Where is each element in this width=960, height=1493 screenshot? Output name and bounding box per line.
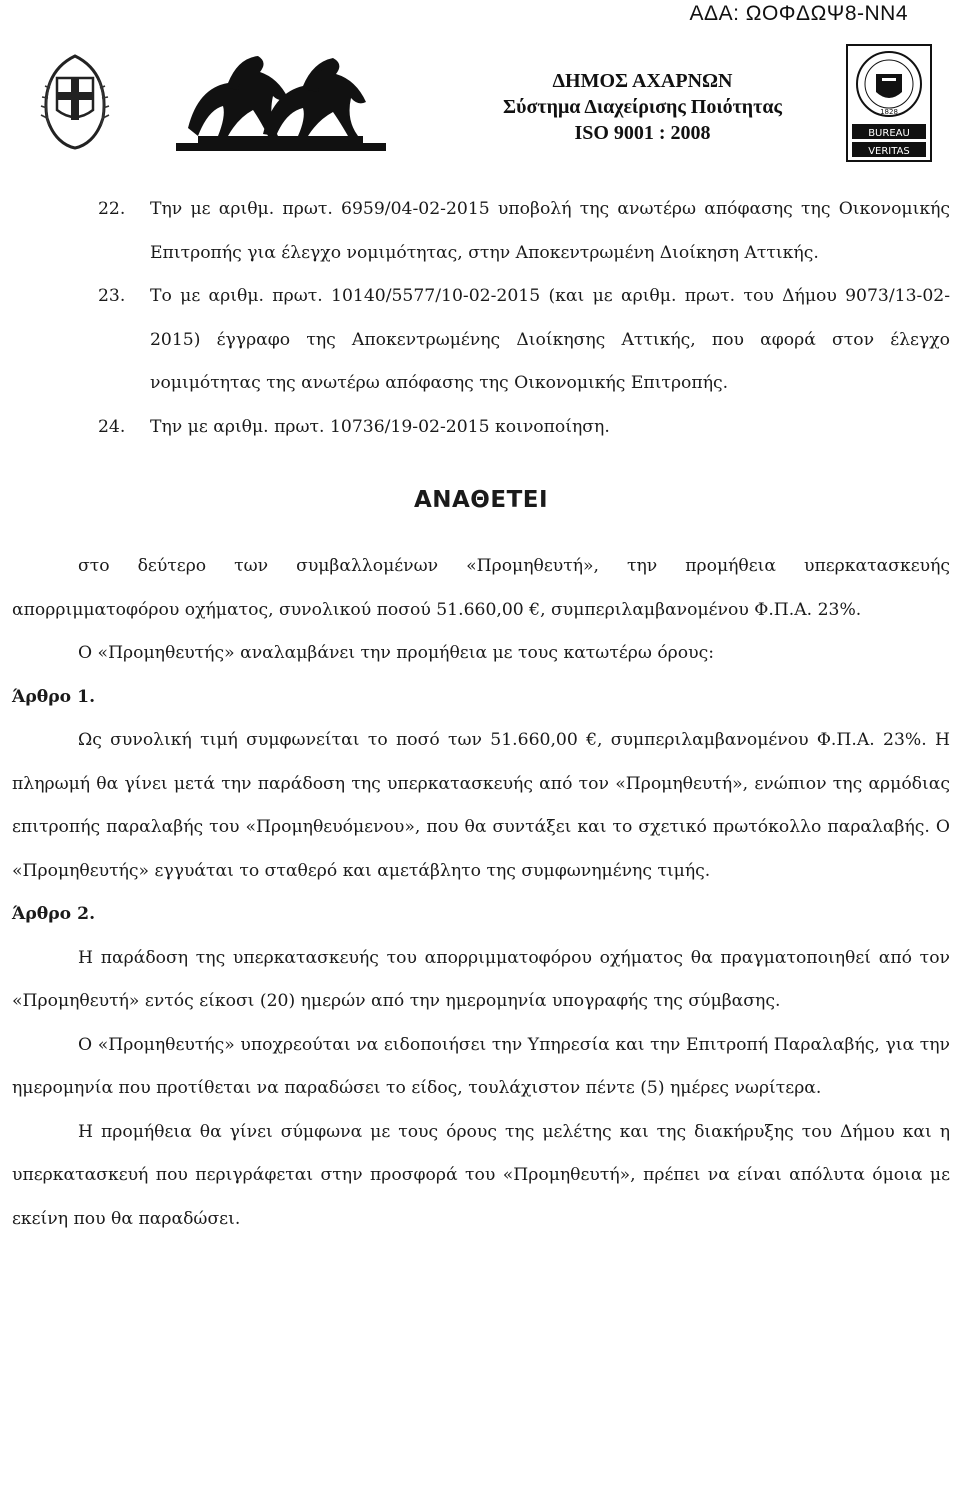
organization-block: [470, 68, 815, 146]
bv-label-veritas: VERITAS: [868, 146, 910, 157]
terms-intro: Ο «Προμηθευτής» αναλαμβάνει την προμήθεια με τους κατωτέρω όρους:: [78, 643, 714, 663]
assignment-paragraph: στο δεύτερο των συμβαλλομένων «Προμηθευτή», την προμήθεια υπερκατασκευής απορριμματοφόρου οχήματος, συνολικού ποσού 51.660,00 €, συμπεριλαμβανομένου Φ.Π.Α. 23%.: [12, 556, 950, 620]
item-text: Την με αριθμ. πρωτ. 6959/04-02-2015 υποβολή της ανωτέρω απόφασης της Οικονομικής Επιτροπής για έλεγχο νομιμότητας, στην Αποκεντρωμένη Διοίκηση Αττικής.: [150, 199, 950, 263]
letterhead: [0, 40, 960, 170]
list-item: [12, 406, 950, 450]
org-name: ΔΗΜΟΣ ΑΧΑΡΝΩΝ: [552, 70, 733, 92]
horses-logo: [168, 48, 393, 156]
bv-year: 1828: [880, 108, 898, 116]
article-2-paragraph-2: Ο «Προμηθευτής» υποχρεούται να ειδοποιήσει την Υπηρεσία και την Επιτροπή Παραλαβής, για την ημερομηνία που προτίθεται να παραδώσει το είδος, τουλάχιστον πέντε (5) ημέρες νωρίτερα.: [12, 1034, 950, 1098]
quality-system: Σύστημα Διαχείρισης Ποιότητας: [503, 96, 782, 118]
list-item: [12, 275, 950, 406]
document-body: [12, 188, 950, 1241]
bv-label-bureau: BUREAU: [868, 128, 910, 139]
section-heading: ΑΝΑΘΕΤΕΙ: [413, 487, 549, 513]
article-2-paragraph-3: Η προμήθεια θα γίνει σύμφωνα με τους όρους της μελέτης και της διακήρυξης του Δήμου και η υπερκατασκευή που περιγράφεται στην προσφορά του «Προμηθευτή», πρέπει να είναι απόλυτα όμοια με εκείνη που θα παραδώσει.: [12, 1121, 950, 1229]
list-item: [12, 188, 950, 275]
article-1-title: Άρθρο 1.: [12, 686, 96, 707]
article-2-paragraph-1: Η παράδοση της υπερκατασκευής του απορριμματοφόρου οχήματος θα πραγματοποιηθεί από τον «Προμηθευτή» εντός είκοσι (20) ημερών από την ημερομηνία υπογραφής της σύμβασης.: [12, 947, 950, 1011]
item-number: 23.: [98, 286, 126, 306]
item-text: Την με αριθμ. πρωτ. 10736/19-02-2015 κοινοποίηση.: [150, 416, 610, 437]
bureau-veritas-logo: [846, 44, 932, 162]
ada-code: ΑΔΑ: ΩΟΦΔΩΨ8-ΝΝ4: [689, 2, 908, 25]
article-1-text: Ως συνολική τιμή συμφωνείται το ποσό των 51.660,00 €, συμπεριλαμβανομένου Φ.Π.Α. 23%. Η πληρωμή θα γίνει μετά την παράδοση της υπερκατασκευής από τον «Προμηθευτή», ενώπιον της αρμόδιας επιτροπής παραλαβής του «Προμηθευόμενου», που θα συντάξει και το σχετικό πρωτόκολλο παραλαβής. Ο «Προμηθευτής» εγγυάται το σταθερό και αμετάβλητο της συμφωνημένης τιμής.: [12, 730, 950, 881]
item-text: Το με αριθμ. πρωτ. 10140/5577/10-02-2015 (και με αριθμ. πρωτ. του Δήμου 9073/13-02-2015) έγγραφο της Αποκεντρωμένης Διοίκησης Αττικής, που αφορά στον έλεγχο νομιμότητας της ανωτέρω απόφασης της Οικονομικής Επιτροπής.: [150, 286, 950, 393]
item-number: 24.: [98, 416, 126, 437]
item-number: 22.: [98, 199, 126, 219]
article-2-title: Άρθρο 2.: [12, 904, 96, 924]
greek-emblem-logo: [35, 48, 115, 153]
iso-standard: ISO 9001 : 2008: [574, 122, 711, 144]
